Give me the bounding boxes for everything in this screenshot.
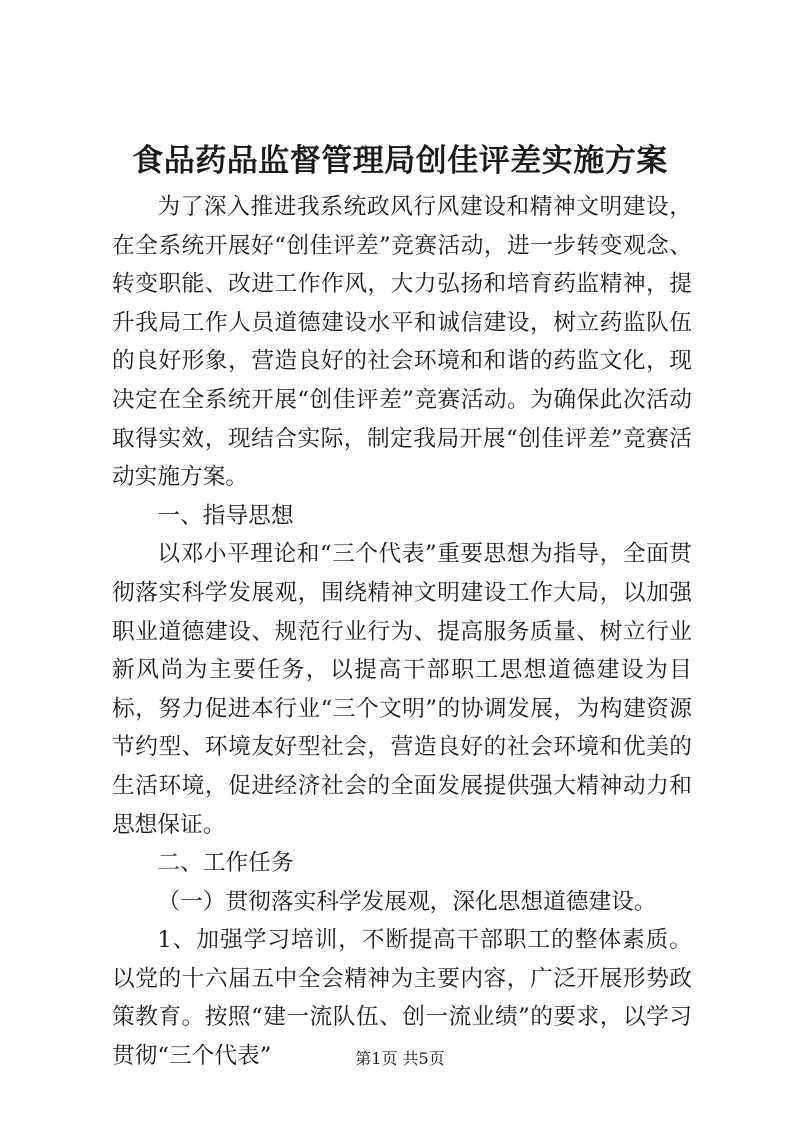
- guiding-ideology-paragraph: 以邓小平理论和“三个代表”重要思想为指导，全面贯彻落实科学发展观，围绕精神文明建设工作大局，以加强职业道德建设、规范行业行为、提高服务质量、树立行业新风尚为主要任务，以提高干部职工思想道德建设为目标，努力促进本行业“三个文明”的协调发展，为构建资源节约型、环境友好型社会，营造良好的社会环境和优美的生活环境，促进经济社会的全面发展提供强大精神动力和思想保证。: [112, 541, 692, 838]
- section-heading-work-tasks: 二、工作任务: [157, 850, 294, 877]
- document-title: 食品药品监督管理局创佳评差实施方案: [132, 143, 668, 179]
- page-number-footer: 第1页 共5页: [355, 1049, 445, 1068]
- intro-paragraph: 为了深入推进我系统政风行风建设和精神文明建设，在全系统开展好“创佳评差”竞赛活动，进一步转变观念、转变职能、改进工作作风，大力弘扬和培育药监精神，提升我局工作人员道德建设水平和诚信建设，树立药监队伍的良好形象，营造良好的社会环境和和谐的药监文化，现决定在全系统开展“创佳评差”竞赛活动。为确保此次活动取得实效，现结合实际，制定我局开展“创佳评差”竞赛活动实施方案。: [112, 194, 692, 491]
- section-heading-guiding-ideology: 一、指导思想: [157, 502, 294, 529]
- subsection-heading-1: （一）贯彻落实科学发展观，深化思想道德建设。: [157, 888, 657, 915]
- document-body: [112, 188, 692, 1076]
- study-training-paragraph: 1、加强学习培训，不断提高干部职工的整体素质。以党的十六届五中全会精神为主要内容，广泛开展形势政策教育。按照“建一流队伍、创一流业绩”的要求，以学习贯彻“三个代表”: [112, 927, 692, 1070]
